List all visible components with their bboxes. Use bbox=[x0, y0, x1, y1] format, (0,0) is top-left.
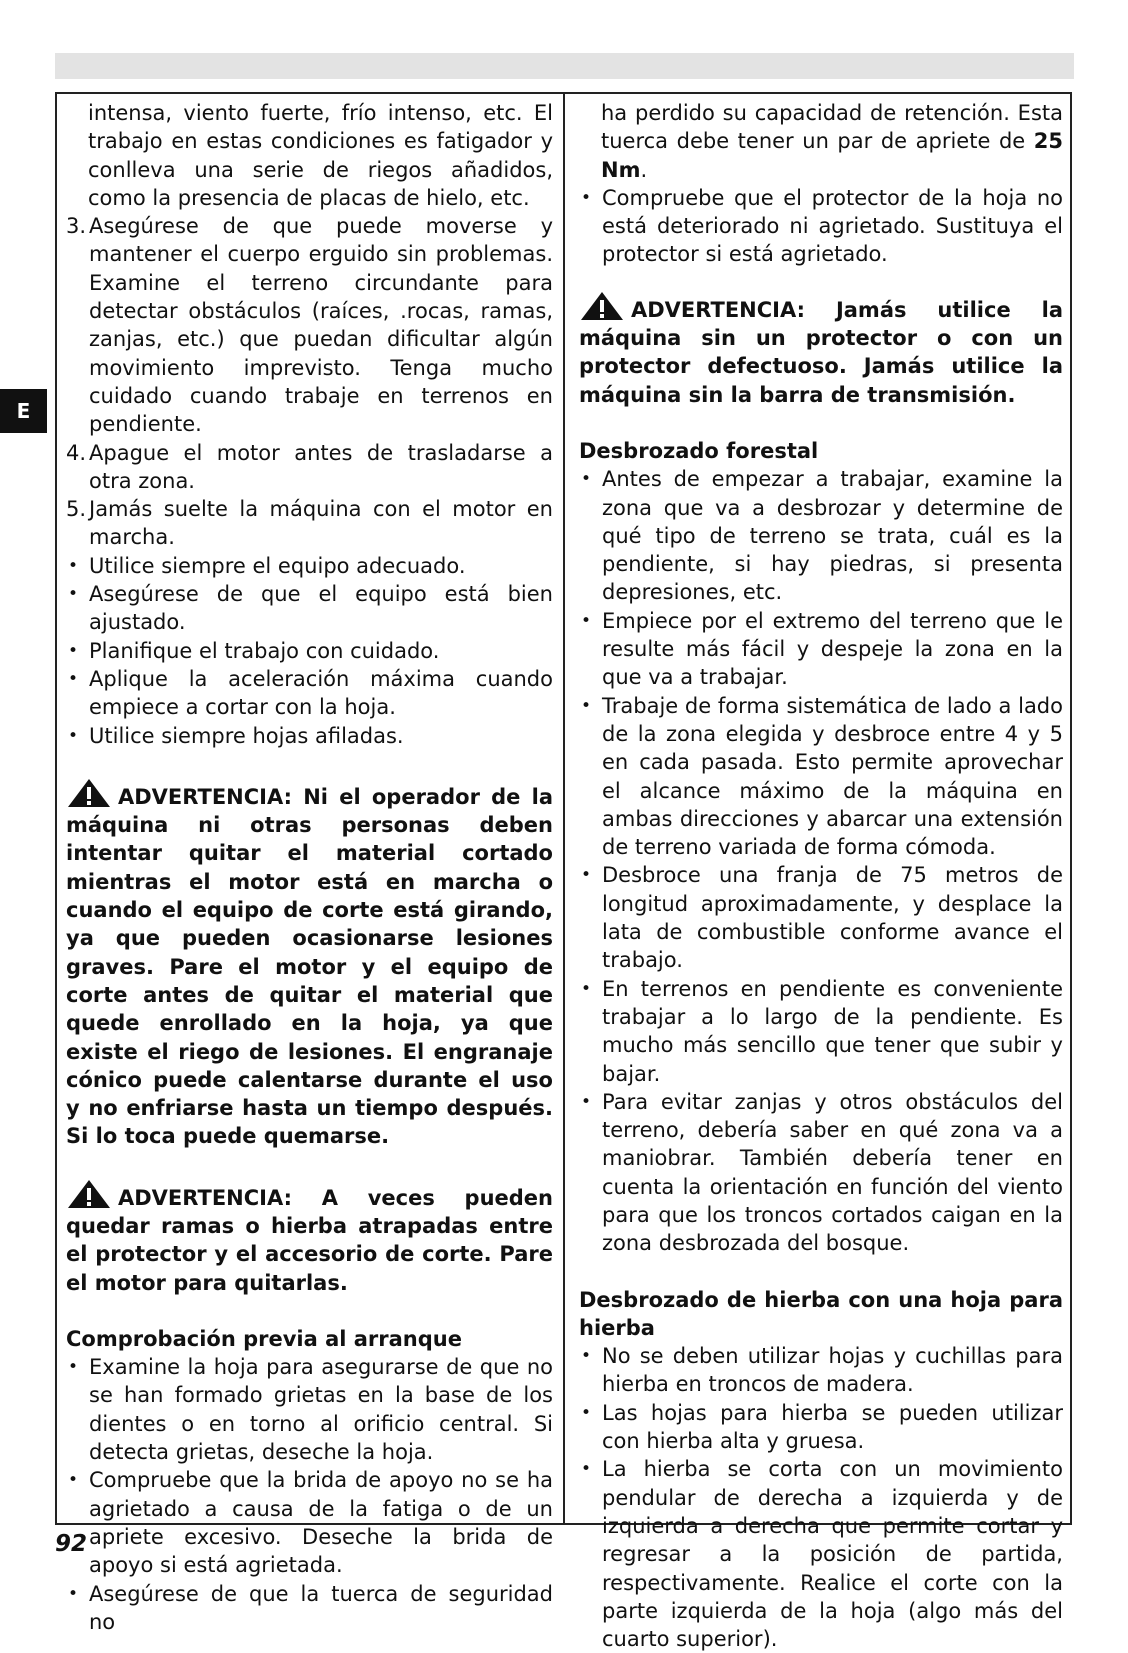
list-item-text: Trabaje de forma sistemática de lado a lado de la zona elegida y desbroce entre 4 y 5 en cada pasada. Esto permite aprovechar el alcance máximo de la máquina en ambas direcciones y abarcar una extensión de terreno variada de forma cómoda. bbox=[602, 693, 1063, 860]
list-item-text: Asegúrese de que la tuerca de seguridad no bbox=[89, 1581, 553, 1634]
list-item bbox=[66, 1353, 553, 1466]
continued-paragraph: intensa, viento fuerte, frío intenso, etc. El trabajo en estas condiciones es fatigador y conlleva una serie de riegos añadidos, como la presencia de placas de hielo, etc. bbox=[88, 101, 553, 210]
torque-value: 25 Nm bbox=[601, 129, 1063, 182]
warning-text-1: ADVERTENCIA: Ni el operador de la máquina ni otras personas deben intentar quitar el material cortado mientras el motor está en marcha o cuando el equipo de corte está girando, ya que pueden ocasionarse lesiones graves. Pare el motor y el equipo de corte antes de quitar el material que quede enrollado en la hoja, ya que existe el riego de lesiones. El engranaje cónico puede calentarse durante el uso y no enfriarse hasta un tiempo después. Si lo toca puede quemarse. bbox=[66, 784, 553, 1149]
list-item-text: En terrenos en pendiente es conveniente trabajar a lo largo de la pendiente. Es mucho más sencillo que tener que subir y bajar. bbox=[602, 976, 1063, 1086]
warning-triangle-icon bbox=[66, 1179, 118, 1207]
list-marker: 5. bbox=[66, 497, 87, 522]
list-item bbox=[66, 1466, 553, 1579]
list-marker: • bbox=[581, 1459, 592, 1480]
list-marker: 3. bbox=[66, 214, 87, 239]
list-item-text: Planifique el trabajo con cuidado. bbox=[89, 638, 440, 663]
list-item-text: Apague el motor antes de trasladarse a otra zona. bbox=[89, 440, 553, 493]
section-heading-grass: Desbrozado de hierba con una hoja para hierba bbox=[579, 1287, 1063, 1340]
list-marker: • bbox=[581, 610, 592, 631]
continued-paragraph bbox=[601, 99, 1063, 184]
check-list bbox=[66, 1353, 553, 1636]
list-marker: 4. bbox=[66, 440, 87, 465]
list-marker: • bbox=[68, 584, 79, 605]
safety-list bbox=[66, 212, 553, 750]
list-item bbox=[579, 692, 1063, 862]
header-band bbox=[55, 53, 1074, 79]
list-marker: • bbox=[68, 640, 79, 661]
warning-triangle-icon bbox=[579, 291, 631, 319]
list-item bbox=[579, 184, 1063, 269]
left-column bbox=[66, 99, 553, 1636]
section-heading-check: Comprobación previa al arranque bbox=[66, 1326, 462, 1351]
list-item-text: Jamás suelte la máquina con el motor en marcha. bbox=[89, 497, 553, 550]
list-item-text: Examine la hoja para asegurarse de que no se han formado grietas en la base de los dientes o en torno al orificio central. Si detecta grietas, deseche la hoja. bbox=[89, 1355, 553, 1465]
warning-block-3 bbox=[579, 291, 1063, 409]
language-tab: E bbox=[0, 389, 47, 433]
list-item bbox=[579, 975, 1063, 1088]
list-item-text: La hierba se corta con un movimiento pendular de derecha a izquierda y de izquierda a derecha que permite cortar y regresar a la posición de partida, respectivamente. Realice el corte con la parte izquierda de la hoja (algo más del cuarto superior). bbox=[602, 1457, 1063, 1652]
continued-text-end: . bbox=[640, 157, 648, 182]
list-marker: • bbox=[581, 1091, 592, 1112]
list-item bbox=[66, 580, 553, 637]
list-marker: • bbox=[581, 695, 592, 716]
list-item-text: Desbroce una franja de 75 metros de longitud aproximadamente, y desplace la lata de combustible conforme avance el trabajo. bbox=[602, 863, 1063, 973]
list-item bbox=[66, 665, 553, 722]
list-item bbox=[66, 439, 553, 496]
forest-list bbox=[579, 465, 1063, 1257]
list-item-text: Utilice siempre el equipo adecuado. bbox=[89, 553, 466, 578]
warning-block-1 bbox=[66, 778, 553, 1151]
list-item bbox=[579, 465, 1063, 606]
list-item-text: Empiece por el extremo del terreno que le resulte más fácil y despeje la zona en la que va a trabajar. bbox=[602, 608, 1063, 690]
list-marker: • bbox=[68, 1583, 79, 1604]
guard-list bbox=[579, 184, 1063, 269]
list-item bbox=[579, 1342, 1063, 1399]
list-item bbox=[66, 495, 553, 552]
section-heading-forest: Desbrozado forestal bbox=[579, 438, 819, 463]
list-marker: • bbox=[581, 469, 592, 490]
list-item bbox=[66, 637, 553, 665]
list-marker: • bbox=[68, 668, 79, 689]
list-item-text: Aplique la aceleración máxima cuando empiece a cortar con la hoja. bbox=[89, 666, 553, 720]
list-item bbox=[579, 861, 1063, 974]
list-item-text: Compruebe que el protector de la hoja no está deteriorado ni agrietado. Sustituya el protector si está agrietado. bbox=[602, 185, 1063, 267]
list-item-text: Para evitar zanjas y otros obstáculos del terreno, debería saber en qué zona va a maniobrar. También debería tener en cuenta la orientación en función del viento para que los troncos cortados caigan en la zona desbrozada del bosque. bbox=[602, 1089, 1063, 1256]
warning-text-3: ADVERTENCIA: Jamás utilice la máquina sin un protector o con un protector defectuoso. Jamás utilice la máquina sin la barra de transmisión. bbox=[579, 297, 1063, 407]
right-column bbox=[579, 99, 1063, 1653]
list-item-text: No se deben utilizar hojas y cuchillas para hierba en troncos de madera. bbox=[602, 1344, 1063, 1397]
list-item bbox=[579, 607, 1063, 692]
list-marker: • bbox=[581, 978, 592, 999]
list-marker: • bbox=[581, 1402, 592, 1423]
list-marker: • bbox=[581, 187, 592, 208]
grass-list bbox=[579, 1342, 1063, 1653]
column-divider bbox=[563, 92, 565, 1525]
list-marker: • bbox=[68, 725, 79, 746]
list-item bbox=[579, 1455, 1063, 1653]
list-marker: • bbox=[68, 555, 79, 576]
list-marker: • bbox=[581, 1346, 592, 1367]
warning-block-2 bbox=[66, 1179, 553, 1297]
list-item bbox=[66, 722, 553, 750]
warning-text-2: ADVERTENCIA: A veces pueden quedar ramas o hierba atrapadas entre el protector y el accesorio de corte. Pare el motor para quitarlas. bbox=[66, 1185, 553, 1295]
continued-text: ha perdido su capacidad de retención. Esta tuerca debe tener un par de apriete de bbox=[601, 101, 1063, 154]
list-item-text: Las hojas para hierba se pueden utilizar con hierba alta y gruesa. bbox=[602, 1400, 1063, 1454]
list-item bbox=[579, 1088, 1063, 1258]
list-marker: • bbox=[68, 1470, 79, 1491]
list-item-text: Antes de empezar a trabajar, examine la zona que va a desbrozar y determine de qué tipo de terreno se trata, cuál es la pendiente, si hay piedras, si presenta depresiones, etc. bbox=[602, 467, 1063, 605]
list-item-text: Compruebe que la brida de apoyo no se ha agrietado a causa de la fatiga o de un apriete excesivo. Deseche la brida de apoyo si está agrietada. bbox=[89, 1468, 553, 1578]
warning-triangle-icon bbox=[66, 778, 118, 806]
list-item bbox=[66, 1580, 553, 1637]
list-marker: • bbox=[581, 865, 592, 886]
list-marker: • bbox=[68, 1357, 79, 1378]
list-item-text: Asegúrese de que el equipo está bien ajustado. bbox=[89, 582, 553, 635]
list-item bbox=[579, 1399, 1063, 1456]
list-item-text: Asegúrese de que puede moverse y mantener el cuerpo erguido sin problemas. Examine el terreno circundante para detectar obstáculos (raíces, .rocas, ramas, zanjas, etc.) que puedan dificultar algún movimiento imprevisto. Tenga mucho cuidado cuando trabaje en terrenos en pendiente. bbox=[89, 214, 553, 437]
list-item bbox=[66, 552, 553, 580]
list-item-text: Utilice siempre hojas afiladas. bbox=[89, 723, 404, 748]
page-number: 92 bbox=[55, 1531, 88, 1557]
list-item bbox=[66, 212, 553, 438]
